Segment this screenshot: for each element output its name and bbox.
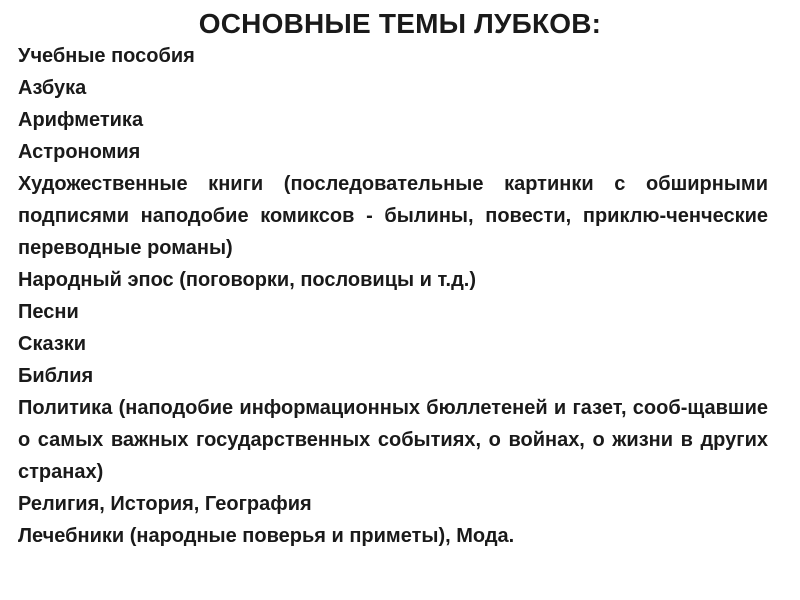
list-item: Религия, История, География [18, 493, 312, 515]
list-item: Учебные пособия [18, 45, 195, 67]
slide-title: ОСНОВНЫЕ ТЕМЫ ЛУБКОВ: [198, 8, 602, 39]
list-item: Сказки [18, 333, 87, 355]
list-item: Азбука [18, 77, 87, 99]
list-item: Политика (наподобие информационных бюллетеней и газет, сооб-щавшие о самых важных государственных событиях, о войнах, о жизни в других странах) [18, 397, 768, 483]
list-item: Астрономия [18, 141, 141, 163]
list-item: Арифметика [18, 109, 144, 131]
list-item: Библия [18, 365, 94, 387]
list-item: Лечебники (народные поверья и приметы), Мода. [18, 525, 515, 547]
list-item: Художественные книги (последовательные картинки с обширными подписями наподобие комиксов - былины, повести, приклю-ченческие переводные романы) [18, 173, 768, 259]
topics-list [18, 40, 768, 552]
list-item: Народный эпос (поговорки, пословицы и т.д.) [18, 269, 477, 291]
list-item: Песни [18, 301, 79, 323]
